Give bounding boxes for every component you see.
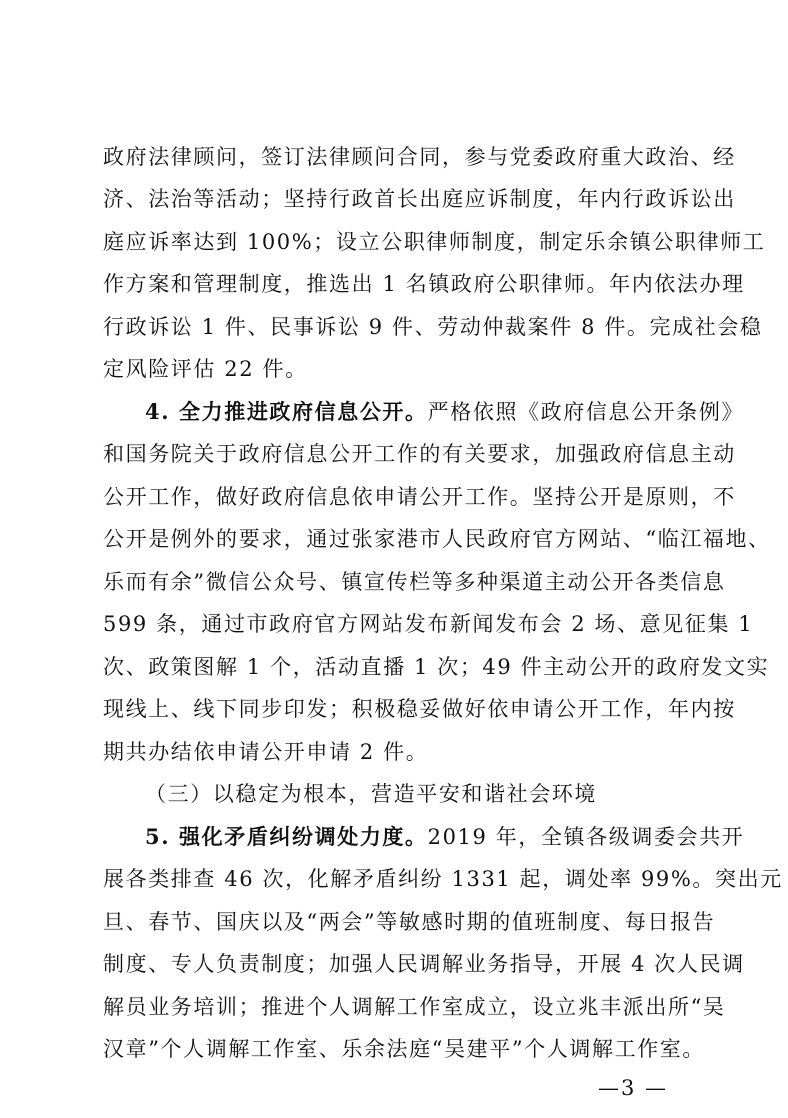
paragraph-first-line — [145, 396, 745, 428]
paragraph-line: 作方案和管理制度，推选出 1 名镇政府公职律师。年内依法办理 — [103, 272, 745, 296]
section-title: （三）以稳定为根本，营造平安和谐社会环境 — [145, 782, 597, 806]
paragraph-line: 期共办结依申请公开申请 2 件。 — [103, 740, 429, 764]
paragraph-heading: 5. 强化矛盾纠纷调处力度。 — [145, 824, 428, 849]
paragraph-first-line — [145, 821, 745, 853]
paragraph-line: 展各类排查 46 次，化解矛盾纠纷 1331 起，调处率 99%。突出元 — [103, 867, 783, 891]
paragraph-line: 公开是例外的要求，通过张家港市人民政府官方网站、“临江福地、 — [103, 527, 771, 551]
paragraph-line: 次、政策图解 1 个，活动直播 1 次；49 件主动公开的政府发文实 — [103, 655, 770, 679]
paragraph-line: 现线上、线下同步印发；积极稳妥做好依申请公开工作，年内按 — [103, 697, 736, 721]
paragraph-line: 制度、专人负责制度；加强人民调解业务指导，开展 4 次人民调 — [103, 952, 745, 976]
paragraph-text: 严格依照《政府信息公开条例》 — [427, 400, 745, 424]
paragraph-line: 公开工作，做好政府信息依申请公开工作。坚持公开是原则，不 — [103, 485, 736, 509]
paragraph-line: 599 条，通过市政府官方网站发布新闻发布会 2 场、意见征集 1 — [103, 612, 754, 636]
paragraph-line: 济、法治等活动；坚持行政首长出庭应诉制度，年内行政诉讼出 — [103, 187, 736, 211]
paragraph-line: 乐而有余”微信公众号、镇宣传栏等多种渠道主动公开各类信息 — [103, 570, 726, 594]
paragraph-line: 旦、春节、国庆以及“两会”等敏感时期的值班制度、每日报告 — [103, 910, 716, 934]
paragraph-heading: 4. 全力推进政府信息公开。 — [145, 399, 428, 424]
paragraph-line: 汉章”个人调解工作室、乐余法庭“吴建平”个人调解工作室。 — [103, 1037, 706, 1061]
paragraph-line: 和国务院关于政府信息公开工作的有关要求，加强政府信息主动 — [103, 442, 736, 466]
paragraph-line: 定风险评估 22 件。 — [103, 357, 308, 381]
page-number: —3 — — [598, 1076, 669, 1100]
paragraph-text: 2019 年，全镇各级调委会共开 — [427, 825, 745, 849]
paragraph-line: 政府法律顾问，签订法律顾问合同，参与党委政府重大政治、经 — [103, 145, 736, 169]
paragraph-line: 庭应诉率达到 100%；设立公职律师制度，制定乐余镇公职律师工 — [103, 230, 766, 254]
paragraph-line: 解员业务培训；推进个人调解工作室成立，设立兆丰派出所“吴 — [103, 995, 726, 1019]
paragraph-line: 行政诉讼 1 件、民事诉讼 9 件、劳动仲裁案件 8 件。完成社会稳 — [103, 315, 763, 339]
